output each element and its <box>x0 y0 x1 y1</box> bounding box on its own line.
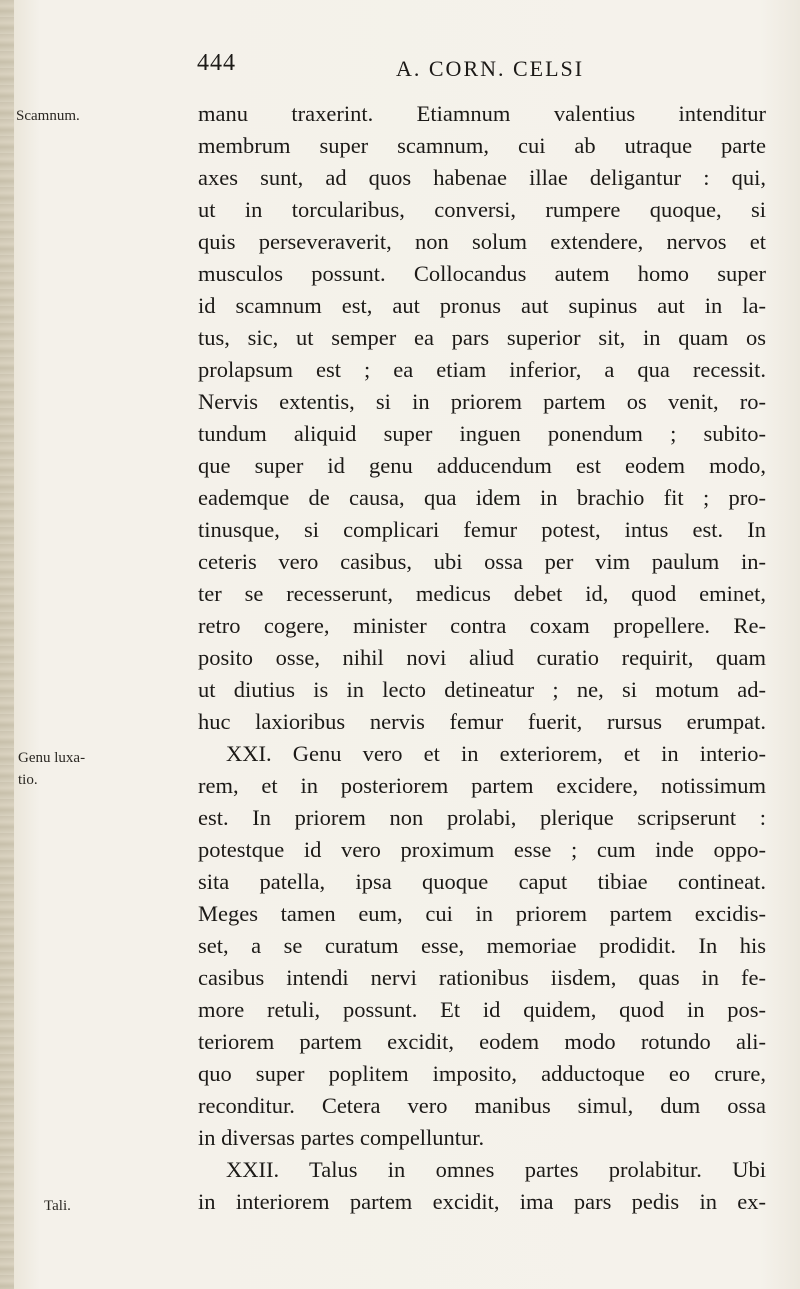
text-line: prolapsum est ; ea etiam inferior, a qua recessit. <box>198 357 766 382</box>
text-line: retro cogere, minister contra coxam propellere. Re- <box>198 613 766 638</box>
body-text <box>198 98 766 1218</box>
text-line: quo super poplitem imposito, adductoque eo crure, <box>198 1061 766 1086</box>
text-line: in interiorem partem excidit, ima pars pedis in ex- <box>198 1189 766 1214</box>
text-line: ceteris vero casibus, ubi ossa per vim paulum in- <box>198 549 766 574</box>
running-title: A. CORN. CELSI <box>396 56 585 81</box>
text-line: tinusque, si complicari femur potest, intus est. In <box>198 517 766 542</box>
text-line: XXI. Genu vero et in exteriorem, et in interio- <box>226 741 766 766</box>
text-line: Meges tamen eum, cui in priorem partem excidis- <box>198 901 766 926</box>
text-line: ter se recesserunt, medicus debet id, quod eminet, <box>198 581 766 606</box>
page-number: 444 <box>197 50 236 76</box>
text-line: sita patella, ipsa quoque caput tibiae contineat. <box>198 869 766 894</box>
text-line: rem, et in posteriorem partem excidere, notissimum <box>198 773 766 798</box>
text-line: potestque id vero proximum esse ; cum inde oppo- <box>198 837 766 862</box>
text-line: musculos possunt. Collocandus autem homo super <box>198 261 766 286</box>
text-line: membrum super scamnum, cui ab utraque parte <box>198 133 766 158</box>
text-line: in diversas partes compelluntur. <box>198 1125 485 1150</box>
text-line: Nervis extentis, si in priorem partem os venit, ro- <box>198 389 766 414</box>
text-line: set, a se curatum esse, memoriae prodidit. In his <box>198 933 766 958</box>
text-line: tus, sic, ut semper ea pars superior sit, in quam os <box>198 325 766 350</box>
margin-note-genu-line2: tio. <box>18 772 38 788</box>
text-line: ut in torcularibus, conversi, rumpere quoque, si <box>198 197 766 222</box>
margin-note-genu-line1: Genu luxa- <box>18 750 86 766</box>
margin-note-tali: Tali. <box>44 1198 71 1214</box>
text-line: teriorem partem excidit, eodem modo rotundo ali- <box>198 1029 766 1054</box>
text-line: more retuli, possunt. Et id quidem, quod in pos- <box>198 997 766 1022</box>
text-line: quis perseveraverit, non solum extendere, nervos et <box>198 229 766 254</box>
text-line: id scamnum est, aut pronus aut supinus aut in la- <box>198 293 766 318</box>
text-line: eademque de causa, qua idem in brachio fit ; pro- <box>198 485 766 510</box>
text-line: huc laxioribus nervis femur fuerit, rursus erumpat. <box>198 709 766 734</box>
margin-note-scamnum: Scamnum. <box>16 108 80 124</box>
text-line: axes sunt, ad quos habenae illae deligantur : qui, <box>198 165 766 190</box>
text-line: posito osse, nihil novi aliud curatio requirit, quam <box>198 645 766 670</box>
text-line: est. In priorem non prolabi, plerique scripserunt : <box>198 805 766 830</box>
text-line: reconditur. Cetera vero manibus simul, dum ossa <box>198 1093 766 1118</box>
text-line: que super id genu adducendum est eodem modo, <box>198 453 766 478</box>
text-line: manu traxerint. Etiamnum valentius intenditur <box>198 101 766 126</box>
running-head <box>0 50 800 90</box>
text-line: casibus intendi nervi rationibus iisdem, quas in fe- <box>198 965 766 990</box>
text-line: tundum aliquid super inguen ponendum ; subito- <box>198 421 766 446</box>
text-line: XXII. Talus in omnes partes prolabitur. Ubi <box>226 1157 766 1182</box>
text-line: ut diutius is in lecto detineatur ; ne, si motum ad- <box>198 677 766 702</box>
binding-gutter <box>0 0 14 1289</box>
